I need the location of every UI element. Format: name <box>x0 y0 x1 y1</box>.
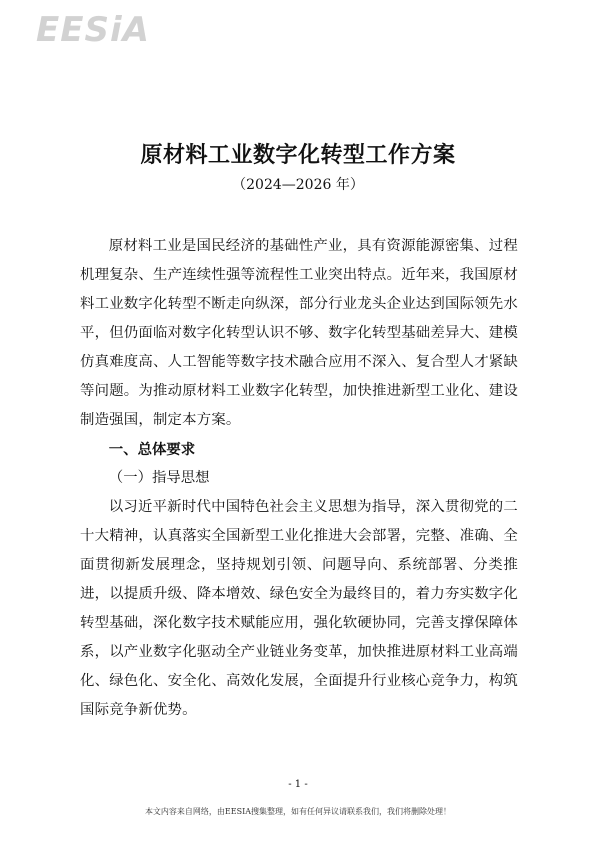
page-number: - 1 - <box>288 779 308 790</box>
section-heading: 一、总体要求 <box>108 441 196 458</box>
document-body <box>80 232 518 725</box>
subsection-heading: （一）指导思想 <box>108 470 210 486</box>
guiding-ideology-paragraph: 以习近平新时代中国特色社会主义思想为指导，深入贯彻党的二十大精神，认真落实全国新型工业化推进大会部署，完整、准确、全面贯彻新发展理念，坚持规划引领、问题导向、系统部署、分类推进，以提质升级、降本增效、绿色安全为最终目的，着力夯实数字化转型基础，深化数字技术赋能应用，强化软硬协同，完善支撑保障体系，以产业数字化驱动全产业链业务变革，加快推进原材料工业高端化、绿色化、安全化、高效化发展，全面提升行业核心竞争力，构筑国际竞争新优势。 <box>80 499 518 718</box>
intro-paragraph: 原材料工业是国民经济的基础性产业，具有资源能源密集、过程机理复杂、生产连续性强等流程性工业突出特点。近年来，我国原材料工业数字化转型不断走向纵深，部分行业龙头企业达到国际领先水平，但仍面临对数字化转型认识不够、数字化转型基础差异大、建模仿真难度高、人工智能等数字技术融合应用不深入、复合型人才紧缺等问题。为推动原材料工业数字化转型，加快推进新型工业化、建设制造强国，制定本方案。 <box>80 238 518 428</box>
document-title: 原材料工业数字化转型工作方案 <box>140 142 456 168</box>
document-subtitle: （2024—2026 年） <box>232 177 364 193</box>
eesia-logo: EESiA <box>36 10 150 50</box>
footer-disclaimer: 本文内容来自网络，由EESIA搜集整理，如有任何异议请联系我们，我们将删除处理！ <box>144 807 452 816</box>
